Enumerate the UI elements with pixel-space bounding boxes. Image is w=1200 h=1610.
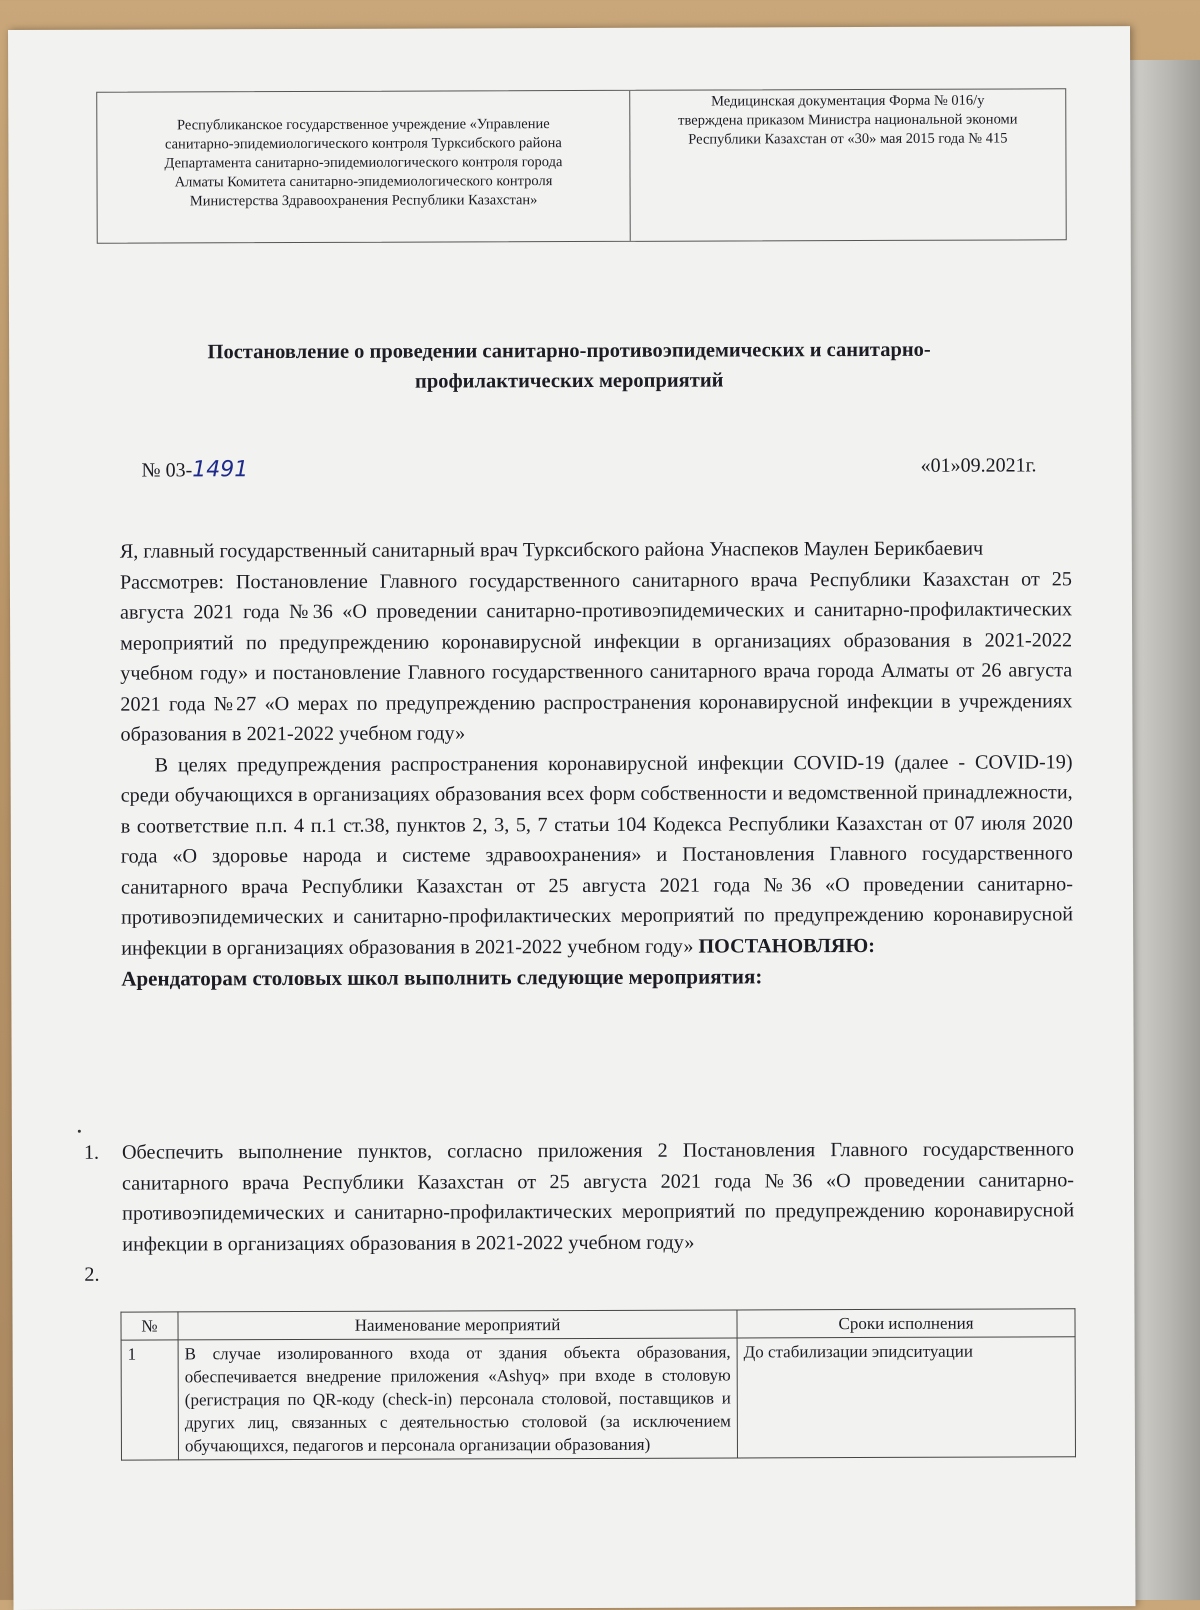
measures-list: [84, 1134, 1075, 1290]
row-measure: В случае изолированного входа от здания объекта образования, обеспечивается внедрение приложения «Ashyq» при входе в столовую (регистрация по QR-коду (check-in) персонала столовой, поставщиков и других лиц, связанных с деятельностью столовой (за исключением обучающихся, педагогов и персонала организации образования): [178, 1338, 737, 1460]
org-line: Республиканское государственное учреждение «Управление: [176, 116, 550, 134]
order-heading: Арендаторам столовых школ выполнить следующие мероприятия:: [121, 964, 763, 991]
form-line: Медицинская документация Форма № 016/у: [711, 92, 985, 110]
form-line: Республики Казахстан от «30» мая 2015 года № 415: [688, 130, 1008, 148]
document-body: [120, 533, 1074, 994]
column-header-name: Наименование мероприятий: [178, 1310, 737, 1340]
table-row: [121, 1337, 1075, 1460]
intro-paragraph: Я, главный государственный санитарный врач Турксибского района Унаспеков Маулен Берикбаевич: [119, 537, 984, 563]
document-page: [8, 26, 1136, 1610]
row-number: 1: [121, 1340, 178, 1460]
handwritten-number: 1491: [192, 457, 249, 483]
form-line: тверждена приказом Министра национальной экономи: [678, 111, 1018, 129]
column-header-number: №: [121, 1312, 178, 1340]
list-item: 1. Обеспечить выполнение пунктов, согласно приложения 2 Постановления Главного государственного санитарного врача Республики Казахстан от 25 августа 2021 года №36 «О проведении санитарно-противоэпидемических и санитарно-профилактических мероприятий по предупреждению коронавирусной инфекции в организациях образования в 2021-2022 учебном году»: [83, 1138, 1075, 1256]
purpose-paragraph: В целях предупреждения распространения коронавирусной инфекции COVID-19 (далее - COVID-19) среди обучающихся в организациях образования всех форм собственности и ведомственной принадлежности, в соответствие п.п. 4 п.1 ст.38, пунктов 2, 3, 5, 7 статьи 104 Кодекса Республики Казахстан от 07 июля 2020 года «О здоровье народа и системе здравоохранения» и Постановления Главного государственного санитарного врача Республики Казахстан от 25 августа 2021 года №36 «О проведении санитарно-противоэпидемических и санитарно-профилактических мероприятий по предупреждению коронавирусной инфекции в организациях образования в 2021-2022 учебном году» ПОСТАНОВЛЯЮ:: [120, 750, 1074, 960]
row-term: До стабилизации эпидситуации: [737, 1337, 1075, 1458]
table-header-row: [121, 1309, 1075, 1340]
org-line: Алматы Комитета санитарно-эпидемиологического контроля: [174, 173, 553, 191]
form-approval: [630, 89, 1066, 241]
list-item: 2.: [84, 1263, 100, 1286]
document-title: Постановление о проведении санитарно-противоэпидемических и санитарно- профилактических мероприятий: [207, 338, 931, 393]
org-line: Министерства Здравоохранения Республики Казахстан»: [189, 192, 538, 210]
considered-paragraph: Рассмотрев: Постановление Главного государственного санитарного врача Республики Казахстан от 25 августа 2021 года №36 «О проведении санитарно-противоэпидемических и санитарно-профилактических мероприятий по предупреждению коронавирусной инфекции в организациях образования в 2021-2022 учебном году» и постановление Главного государственного санитарного врача города Алматы от 26 августа 2021 года №27 «О мерах по предупреждению распространения коронавирусной инфекции в учреждениях образования в 2021-2022 учебном году»: [119, 567, 1073, 746]
header-table: [96, 88, 1067, 243]
org-line: Департамента санитарно-эпидемиологического контроля города: [164, 154, 563, 172]
issuing-organization: [97, 91, 631, 243]
measures-table: [120, 1308, 1076, 1460]
column-header-term: Сроки исполнения: [737, 1309, 1075, 1338]
document-number: № 03-1491: [141, 457, 249, 483]
stray-mark: [78, 1130, 81, 1133]
document-date: «01»09.2021г.: [920, 454, 1037, 477]
decree-word: ПОСТАНОВЛЯЮ:: [698, 934, 875, 958]
org-line: санитарно-эпидемиологического контроля Турксибского района: [164, 135, 562, 153]
